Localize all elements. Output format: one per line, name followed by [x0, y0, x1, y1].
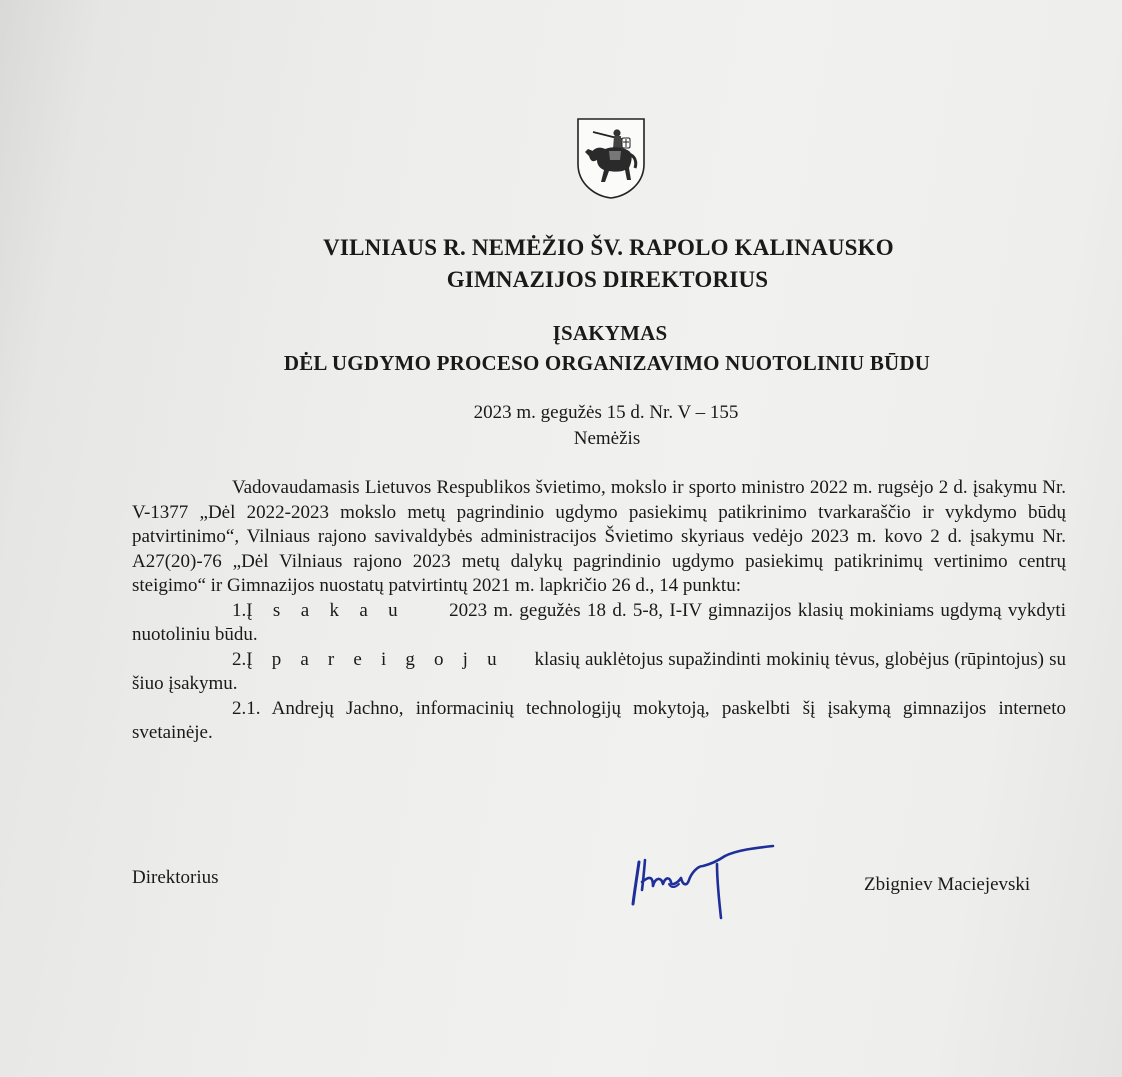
signatory-name: Zbigniev Maciejevski: [864, 874, 1031, 895]
document-date-number: 2023 m. gegužės 15 d. Nr. V – 155: [473, 402, 739, 423]
institution-line-1: VILNIAUS R. NEMĖŽIO ŠV. RAPOLO KALINAUSKO: [323, 235, 894, 260]
coat-of-arms-icon: [575, 116, 647, 200]
institution-title: [0, 232, 1122, 296]
item-2-text: klasių auklėtojus supažindinti mokinių tėvus, globėjus (rūpintojus) su šiuo įsakymu.: [132, 648, 1067, 694]
item-2-number: 2.: [232, 648, 247, 670]
item-2-verb: Į p a r e i g o j u: [246, 648, 504, 670]
order-body: [132, 476, 1066, 746]
handwritten-signature: [625, 842, 785, 927]
date-and-place: [0, 400, 1122, 452]
institution-line-2: GIMNAZIJOS DIREKTORIUS: [446, 267, 769, 292]
item-1-verb: Į s a k a u: [246, 599, 405, 621]
item-1-text: 2023 m. gegužės 18 d. 5-8, I-IV gimnazijos klasių mokiniams ugdymą vykdyti nuotoliniu būdu.: [132, 599, 1066, 645]
item-1-number: 1.: [232, 599, 247, 621]
preamble-paragraph: Vadovaudamasis Lietuvos Respublikos švietimo, mokslo ir sporto ministro 2022 m. rugsėjo 2 d. įsakymu Nr. V-1377 „Dėl 2022-2023 mokslo metų pagrindinio ugdymo pasiekimų patikrinimo tvarkaraščio ir vykdymo būdų patvirtinimo“, Vilniaus rajono savivaldybės administracijos Švietimo skyriaus vedėjo 2023 m. kovo 2 d. įsakymu Nr. A27(20)-76 „Dėl Vilniaus rajono 2023 metų dalykų pagrindinio ugdymo pasiekimų patikrinimų vertinimo centrų steigimo“ ir Gimnazijos nuostatų patvirtintų 2021 m. lapkričio 26 d., 14 punktu:: [132, 477, 1066, 596]
signatory-position: Direktorius: [132, 867, 219, 888]
document-title: [0, 318, 1122, 378]
order-item-2-1: 2.1. Andrejų Jachno, informacinių technologijų mokytoją, paskelbti šį įsakymą gimnazijos interneto svetainėje.: [132, 697, 1066, 743]
document-type: ĮSAKYMAS: [552, 321, 668, 345]
order-item-1: [132, 599, 1066, 648]
document-subject: DĖL UGDYMO PROCESO ORGANIZAVIMO NUOTOLINIU BŪDU: [283, 351, 931, 375]
document-place: Nemėžis: [573, 428, 641, 449]
order-item-2: [132, 648, 1066, 697]
